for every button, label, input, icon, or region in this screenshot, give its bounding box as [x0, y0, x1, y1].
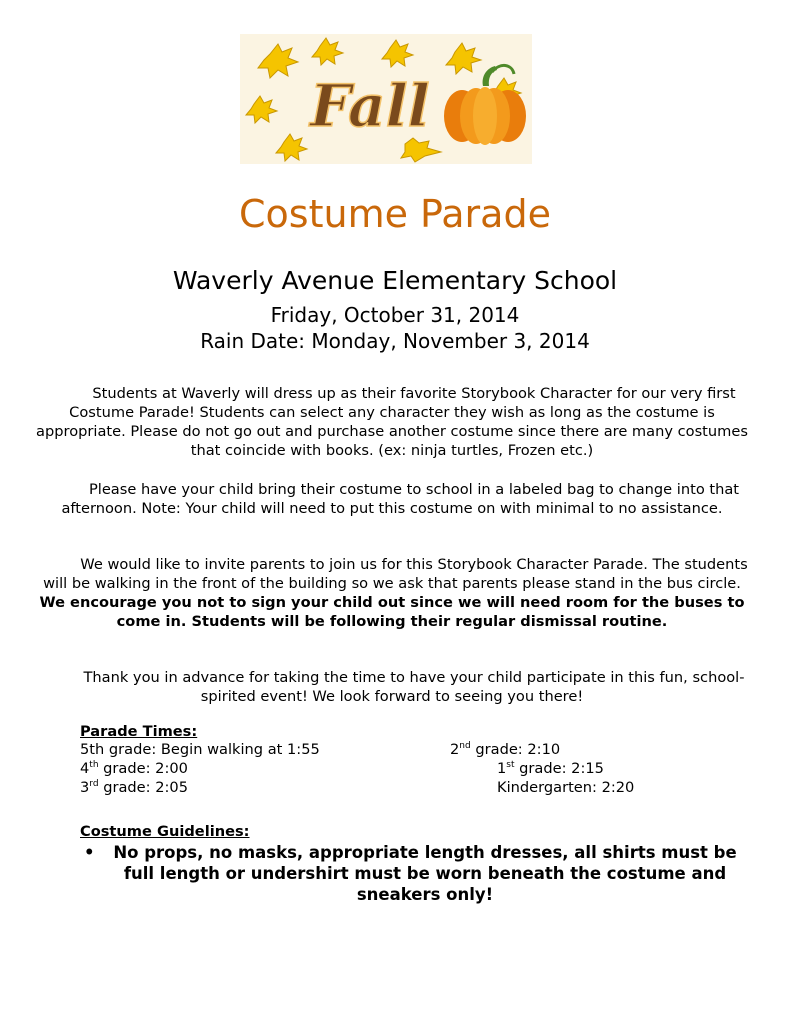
- parade-times-right-column: [450, 740, 634, 797]
- pumpkin-icon: [444, 65, 526, 145]
- parade-time-row: Kindergarten: 2:20: [497, 779, 635, 796]
- event-date: Friday, October 31, 2014: [270, 303, 520, 327]
- parade-times-left-column: [80, 740, 320, 797]
- leaf-icon: [382, 40, 413, 67]
- costume-guidelines-heading: Costume Guidelines:: [80, 823, 250, 840]
- parade-time-row: 4th grade: 2:00: [80, 760, 188, 777]
- leaf-icon: [276, 134, 307, 161]
- fall-logo-text: Fall: [310, 72, 430, 140]
- invite-parents-text: We would like to invite parents to join us for this Storybook Character Parade. The students will be walking in the front of the building so we ask that parents please stand in the bus circle.: [43, 556, 748, 592]
- parade-time-row: 3rd grade: 2:05: [80, 779, 188, 796]
- bullet-icon: •: [84, 843, 95, 862]
- parade-time-row: 2nd grade: 2:10: [450, 741, 561, 758]
- rain-date: Rain Date: Monday, November 3, 2014: [200, 329, 590, 353]
- thank-you-text: Thank you in advance for taking the time to have your child participate in this fun, school-spirited event! We look forward to seeing you there!: [83, 669, 745, 705]
- parade-time-row: 5th grade: Begin walking at 1:55: [80, 741, 320, 758]
- bring-costume-paragraph: [36, 480, 748, 518]
- intro-text: Students at Waverly will dress up as their favorite Storybook Character for our very first Costume Parade! Students can select any character they wish as long as the costume is appropriate. Please do not go out and purchase another costume since there are many costumes that coincide with books. (ex: ninja turtles, Frozen etc.): [36, 385, 748, 459]
- invite-parents-paragraph: [36, 555, 748, 631]
- intro-paragraph: [36, 384, 748, 460]
- leaf-icon: [401, 138, 441, 162]
- parade-times-heading: Parade Times:: [80, 723, 198, 740]
- leaf-icon: [312, 38, 343, 65]
- parade-time-row: 1st grade: 2:15: [497, 760, 604, 777]
- leaf-icon: [446, 43, 481, 74]
- fall-banner: [240, 34, 532, 164]
- school-name: Waverly Avenue Elementary School: [172, 266, 618, 295]
- bring-costume-text: Please have your child bring their costume to school in a labeled bag to change into that afternoon. Note: Your child will need to put this costume on with minimal to no assistance.: [61, 481, 740, 517]
- thank-you-paragraph: [36, 668, 748, 706]
- costume-guideline-item: No props, no masks, appropriate length dresses, all shirts must be full length or undershirt must be worn beneath the costume and sneakers only!: [113, 843, 737, 904]
- page-title: Costume Parade: [239, 192, 551, 236]
- leaf-icon: [258, 44, 298, 78]
- fall-leaves-illustration: [240, 34, 532, 164]
- leaf-icon: [246, 96, 277, 123]
- dismissal-notice: We encourage you not to sign your child out since we will need room for the buses to come in. Students will be following their regular dismissal routine.: [39, 594, 745, 630]
